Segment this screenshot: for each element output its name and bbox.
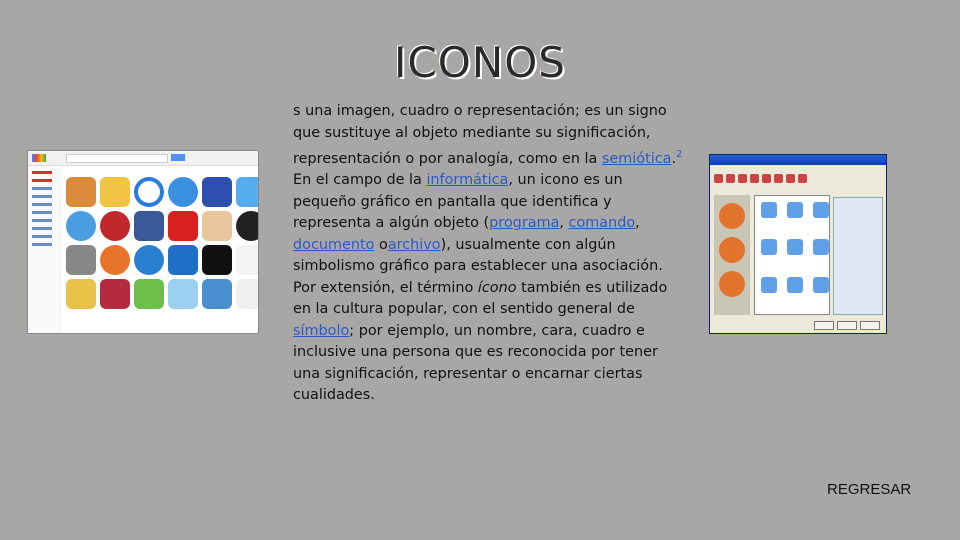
devil-icon bbox=[100, 211, 130, 241]
internet-explorer-icon bbox=[168, 177, 198, 207]
dialog-titlebar bbox=[710, 155, 886, 165]
dialog-icon-list bbox=[754, 195, 830, 315]
link-programa[interactable]: programa bbox=[489, 215, 560, 232]
firefox-icon bbox=[100, 245, 130, 275]
facebook-icon bbox=[134, 211, 164, 241]
drive-icon bbox=[719, 271, 745, 297]
link-archivo[interactable]: archivo bbox=[387, 236, 441, 253]
user-icon bbox=[202, 211, 232, 241]
placeholder-icon bbox=[236, 279, 259, 309]
folder-icon bbox=[787, 239, 803, 255]
youtube-icon bbox=[168, 211, 198, 241]
separator: , bbox=[635, 215, 640, 232]
dialog-menubar bbox=[710, 165, 886, 172]
regresar-button[interactable]: REGRESAR bbox=[827, 481, 912, 498]
penguin-icon bbox=[202, 279, 232, 309]
windows-icon bbox=[168, 245, 198, 275]
apple-icon bbox=[202, 245, 232, 275]
icon-grid bbox=[66, 177, 259, 309]
dialog-sidebar bbox=[714, 195, 750, 315]
flag-icon bbox=[100, 279, 130, 309]
rabbit-icon bbox=[66, 177, 96, 207]
result-sidebar bbox=[28, 166, 61, 333]
paragraph-text: ), usualmente con algún simbolismo gráfico para establecer una asociación. Por extensión, el término bbox=[293, 236, 663, 296]
computer-icon bbox=[761, 277, 777, 293]
folder-icon bbox=[787, 202, 803, 218]
browser-header bbox=[28, 151, 258, 166]
star-icon bbox=[236, 245, 259, 275]
dialog-toolbar bbox=[710, 172, 886, 186]
description-text bbox=[293, 101, 685, 407]
at-sign-icon bbox=[134, 245, 164, 275]
argentina-flag-icon bbox=[168, 279, 198, 309]
drive-icon bbox=[719, 203, 745, 229]
drive-icon bbox=[719, 237, 745, 263]
paragraph-text: s una imagen, cuadro o representación; es un signo que sustituye al objeto mediante su significación, representación o por analogía, como en la bbox=[293, 103, 667, 167]
dialog-buttons bbox=[814, 321, 880, 330]
media-player-icon bbox=[134, 177, 164, 207]
link-informatica[interactable]: informática bbox=[426, 172, 509, 189]
paragraph-text: , un icono es un pequeño gráfico en pantalla que identifica y representa a algún objeto ( bbox=[293, 172, 623, 232]
search-icon bbox=[171, 154, 185, 161]
dialog-preview-panel bbox=[833, 197, 883, 315]
paragraph-text: En el campo de la bbox=[293, 172, 427, 189]
page-title: ICONOS bbox=[394, 38, 566, 87]
messenger-icon bbox=[134, 279, 164, 309]
usb-drive-icon bbox=[202, 177, 232, 207]
paragraph-text: también es utilizado en la cultura popular, con el sentido general de bbox=[293, 279, 668, 318]
search-bar-image bbox=[66, 154, 168, 163]
info-icon bbox=[236, 211, 259, 241]
paragraph-text: ; por ejemplo, un nombre, cara, cuadro e inclusive una persona que es reconocida por tener una significación, representar o encarnar ciertas cualidades. bbox=[293, 322, 658, 404]
twitter-icon bbox=[236, 177, 259, 207]
icon-search-results-screenshot bbox=[27, 150, 259, 334]
network-icon bbox=[813, 277, 829, 293]
link-semiotica[interactable]: semiótica bbox=[601, 150, 672, 167]
dollar-icon bbox=[66, 279, 96, 309]
link-documento[interactable]: documento bbox=[293, 236, 375, 253]
text-period: . bbox=[671, 150, 677, 167]
logo-icon bbox=[32, 154, 46, 162]
computer-icon bbox=[761, 239, 777, 255]
separator: , bbox=[559, 215, 569, 232]
computer-icon bbox=[761, 202, 777, 218]
folder-icon bbox=[100, 177, 130, 207]
folder-icon bbox=[787, 277, 803, 293]
separator: o bbox=[374, 236, 388, 253]
footnote-marker[interactable]: 2 bbox=[676, 149, 683, 160]
italic-term: ícono bbox=[477, 279, 517, 296]
disc-icon bbox=[66, 211, 96, 241]
link-simbolo[interactable]: símbolo bbox=[293, 322, 350, 339]
network-icon bbox=[813, 202, 829, 218]
network-icon bbox=[813, 239, 829, 255]
icon-changer-dialog-screenshot bbox=[709, 154, 887, 334]
link-comando[interactable]: comando bbox=[568, 215, 636, 232]
cube-icon bbox=[66, 245, 96, 275]
